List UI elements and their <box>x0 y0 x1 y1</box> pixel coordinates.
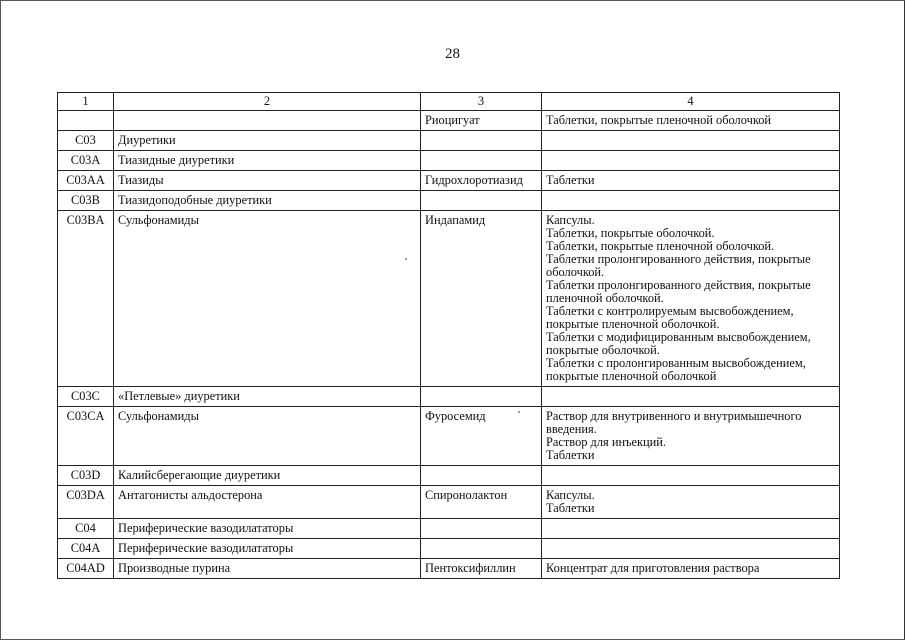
substance-cell <box>421 539 542 559</box>
dosage-forms-cell <box>542 171 840 191</box>
table-row <box>58 111 840 131</box>
dosage-form-line: Таблетки, покрытые оболочкой. <box>546 226 715 240</box>
anatomical-therapeutic-group-cell: Антагонисты альдостерона <box>114 486 421 519</box>
anatomical-therapeutic-group-cell: «Петлевые» диуретики <box>114 387 421 407</box>
substance-cell <box>421 151 542 171</box>
table-row <box>58 191 840 211</box>
dosage-form-line: Таблетки, покрытые пленочной оболочкой <box>546 113 772 127</box>
substance-cell: Риоцигуат <box>421 111 542 131</box>
table-row <box>58 171 840 191</box>
atc-code-cell: C03B <box>58 191 114 211</box>
substance-cell <box>421 519 542 539</box>
anatomical-therapeutic-group-cell: Диуретики <box>114 131 421 151</box>
anatomical-therapeutic-group-cell: Калийсберегающие диуретики <box>114 466 421 486</box>
substance-cell: Индапамид <box>421 211 542 387</box>
dosage-form-line: Таблетки пролонгированного действия, покрытые оболочкой. <box>546 252 811 279</box>
anatomical-therapeutic-group-cell: Тиазидоподобные диуретики <box>114 191 421 211</box>
anatomical-therapeutic-group-cell: Периферические вазодилататоры <box>114 539 421 559</box>
dosage-forms-cell <box>542 519 840 539</box>
table-body <box>58 111 840 579</box>
table-row <box>58 466 840 486</box>
column-header-1: 1 <box>58 93 114 111</box>
dosage-form-line: Капсулы. <box>546 213 595 227</box>
table-row <box>58 519 840 539</box>
dosage-forms-cell <box>542 131 840 151</box>
column-header-2: 2 <box>114 93 421 111</box>
dosage-form-line: Таблетки с контролируемым высвобождением, покрытые пленочной оболочкой. <box>546 304 794 331</box>
atc-code-cell: C04A <box>58 539 114 559</box>
table-row <box>58 407 840 466</box>
atc-code-cell: C03 <box>58 131 114 151</box>
dosage-forms-cell <box>542 486 840 519</box>
dosage-form-line: Таблетки <box>546 173 595 187</box>
dosage-form-line: Таблетки с модифицированным высвобождением, покрытые оболочкой. <box>546 330 811 357</box>
substance-cell <box>421 387 542 407</box>
atc-code-cell: C03AA <box>58 171 114 191</box>
table-row <box>58 131 840 151</box>
dosage-form-line: Капсулы. <box>546 488 595 502</box>
scan-speck <box>405 258 407 260</box>
table-row <box>58 151 840 171</box>
atc-code-cell: C03BA <box>58 211 114 387</box>
anatomical-therapeutic-group-cell <box>114 111 421 131</box>
dosage-form-line: Концентрат для приготовления раствора <box>546 561 760 575</box>
substance-cell: Пентоксифиллин <box>421 559 542 579</box>
table-row <box>58 211 840 387</box>
dosage-forms-cell <box>542 407 840 466</box>
table-row <box>58 539 840 559</box>
atc-code-cell <box>58 111 114 131</box>
anatomical-therapeutic-group-cell: Производные пурина <box>114 559 421 579</box>
dosage-forms-cell <box>542 191 840 211</box>
dosage-forms-cell <box>542 211 840 387</box>
table-row <box>58 559 840 579</box>
dosage-forms-cell <box>542 539 840 559</box>
dosage-form-line: Таблетки <box>546 448 595 462</box>
substance-cell: Гидрохлоротиазид <box>421 171 542 191</box>
atc-code-cell: C04 <box>58 519 114 539</box>
substance-cell: Фуросемид <box>421 407 542 466</box>
atc-code-cell: C03D <box>58 466 114 486</box>
table-row <box>58 486 840 519</box>
substance-cell <box>421 131 542 151</box>
drug-list-table <box>57 92 840 579</box>
substance-cell <box>421 191 542 211</box>
column-header-4: 4 <box>542 93 840 111</box>
anatomical-therapeutic-group-cell: Тиазидные диуретики <box>114 151 421 171</box>
table-header-row <box>58 93 840 111</box>
column-header-3: 3 <box>421 93 542 111</box>
dosage-forms-cell <box>542 111 840 131</box>
anatomical-therapeutic-group-cell: Сульфонамиды <box>114 211 421 387</box>
anatomical-therapeutic-group-cell: Периферические вазодилататоры <box>114 519 421 539</box>
dosage-forms-cell <box>542 387 840 407</box>
dosage-forms-cell <box>542 151 840 171</box>
dosage-forms-cell <box>542 559 840 579</box>
dosage-form-line: Таблетки <box>546 501 595 515</box>
atc-code-cell: C03DA <box>58 486 114 519</box>
scan-speck <box>518 411 520 413</box>
atc-code-cell: C03C <box>58 387 114 407</box>
page-number: 28 <box>445 46 460 62</box>
anatomical-therapeutic-group-cell: Сульфонамиды <box>114 407 421 466</box>
dosage-form-line: Таблетки, покрытые пленочной оболочкой. <box>546 239 775 253</box>
dosage-forms-cell <box>542 466 840 486</box>
table-row <box>58 387 840 407</box>
atc-code-cell: C03CA <box>58 407 114 466</box>
substance-cell <box>421 466 542 486</box>
dosage-form-line: Таблетки пролонгированного действия, покрытые пленочной оболочкой. <box>546 278 811 305</box>
dosage-form-line: Раствор для инъекций. <box>546 435 667 449</box>
atc-code-cell: C04AD <box>58 559 114 579</box>
substance-cell: Спиронолактон <box>421 486 542 519</box>
dosage-form-line: Раствор для внутривенного и внутримышечного введения. <box>546 409 802 436</box>
atc-code-cell: C03A <box>58 151 114 171</box>
dosage-form-line: Таблетки с пролонгированным высвобождением, покрытые пленочной оболочкой <box>546 356 806 383</box>
anatomical-therapeutic-group-cell: Тиазиды <box>114 171 421 191</box>
